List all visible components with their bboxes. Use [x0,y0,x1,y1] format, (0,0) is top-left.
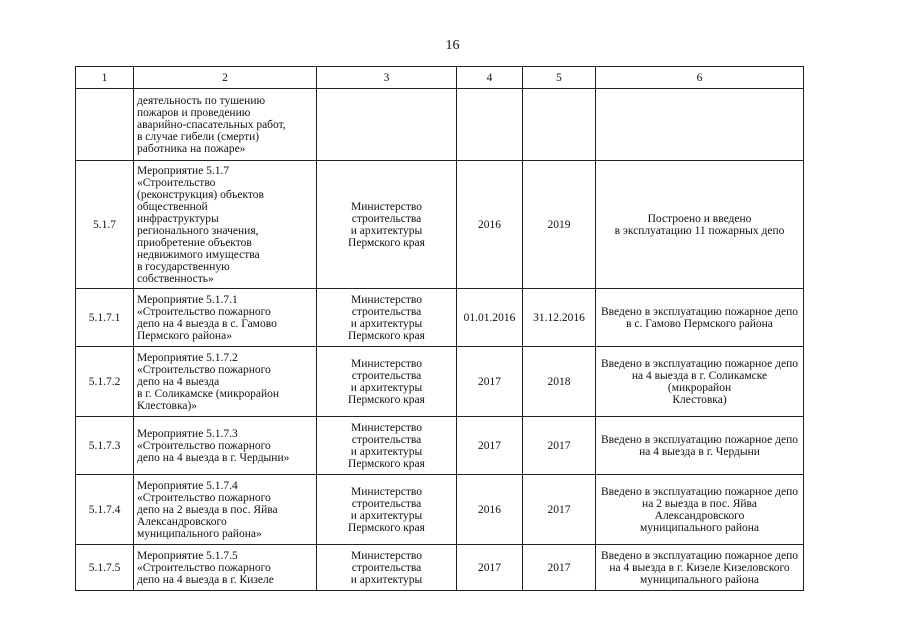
header-cell: 2 [134,67,317,89]
table-row [76,347,804,417]
row-number: 5.1.7.5 [76,545,134,591]
table-row [76,475,804,545]
continuation-text: деятельность по тушению пожаров и проведению аварийно-спасательных работ, в случае гибели (смерти) работника на пожаре» [134,89,317,161]
measures-table [75,66,804,591]
table-row [76,289,804,347]
continuation-row [76,89,804,161]
start-date: 2017 [457,347,523,417]
responsible-executor: Министерство строительства и архитектуры Пермского края [317,161,457,289]
row-number: 5.1.7.2 [76,347,134,417]
end-date: 2017 [523,545,596,591]
table-row [76,545,804,591]
end-date: 2017 [523,417,596,475]
responsible-executor: Министерство строительства и архитектуры Пермского края [317,289,457,347]
measure-description: Мероприятие 5.1.7.2 «Строительство пожарного депо на 4 выезда в г. Соликамске (микрорайон Клестовка)» [134,347,317,417]
end-date: 31.12.2016 [523,289,596,347]
responsible-executor: Министерство строительства и архитектуры Пермского края [317,417,457,475]
responsible-executor: Министерство строительства и архитектуры [317,545,457,591]
end-date: 2018 [523,347,596,417]
header-row [76,67,804,89]
start-date: 2016 [457,475,523,545]
expected-result: Введено в эксплуатацию пожарное депо на 4 выезда в г. Соликамске (микрорайон Клестовка) [596,347,804,417]
end-date: 2019 [523,161,596,289]
start-date: 2017 [457,417,523,475]
table-row [76,161,804,289]
measure-description: Мероприятие 5.1.7.3 «Строительство пожарного депо на 4 выезда в г. Чердыни» [134,417,317,475]
header-cell: 5 [523,67,596,89]
measure-description: Мероприятие 5.1.7.1 «Строительство пожарного депо на 4 выезда в с. Гамово Пермского района» [134,289,317,347]
responsible-executor: Министерство строительства и архитектуры Пермского края [317,347,457,417]
end-date: 2017 [523,475,596,545]
expected-result: Построено и введено в эксплуатацию 11 пожарных депо [596,161,804,289]
header-cell: 1 [76,67,134,89]
expected-result: Введено в эксплуатацию пожарное депо на 2 выезда в пос. Яйва Александровского муниципального района [596,475,804,545]
measure-description: Мероприятие 5.1.7.5 «Строительство пожарного депо на 4 выезда в г. Кизеле [134,545,317,591]
measure-description: Мероприятие 5.1.7.4 «Строительство пожарного депо на 2 выезда в пос. Яйва Александровского муниципального района» [134,475,317,545]
page-number: 16 [445,38,460,53]
table-row [76,417,804,475]
expected-result: Введено в эксплуатацию пожарное депо на 4 выезда в г. Чердыни [596,417,804,475]
header-cell: 4 [457,67,523,89]
start-date: 2017 [457,545,523,591]
expected-result: Введено в эксплуатацию пожарное депо в с. Гамово Пермского района [596,289,804,347]
responsible-executor: Министерство строительства и архитектуры Пермского края [317,475,457,545]
row-number: 5.1.7.1 [76,289,134,347]
measure-description: Мероприятие 5.1.7 «Строительство (реконструкция) объектов общественной инфраструктуры регионального значения, приобретение объектов недвижимого имущества в государственную собственность» [134,161,317,289]
header-cell: 3 [317,67,457,89]
row-number: 5.1.7.4 [76,475,134,545]
expected-result: Введено в эксплуатацию пожарное депо на 4 выезда в г. Кизеле Кизеловского муниципального района [596,545,804,591]
start-date: 01.01.2016 [457,289,523,347]
header-cell: 6 [596,67,804,89]
row-number: 5.1.7.3 [76,417,134,475]
start-date: 2016 [457,161,523,289]
row-number: 5.1.7 [76,161,134,289]
